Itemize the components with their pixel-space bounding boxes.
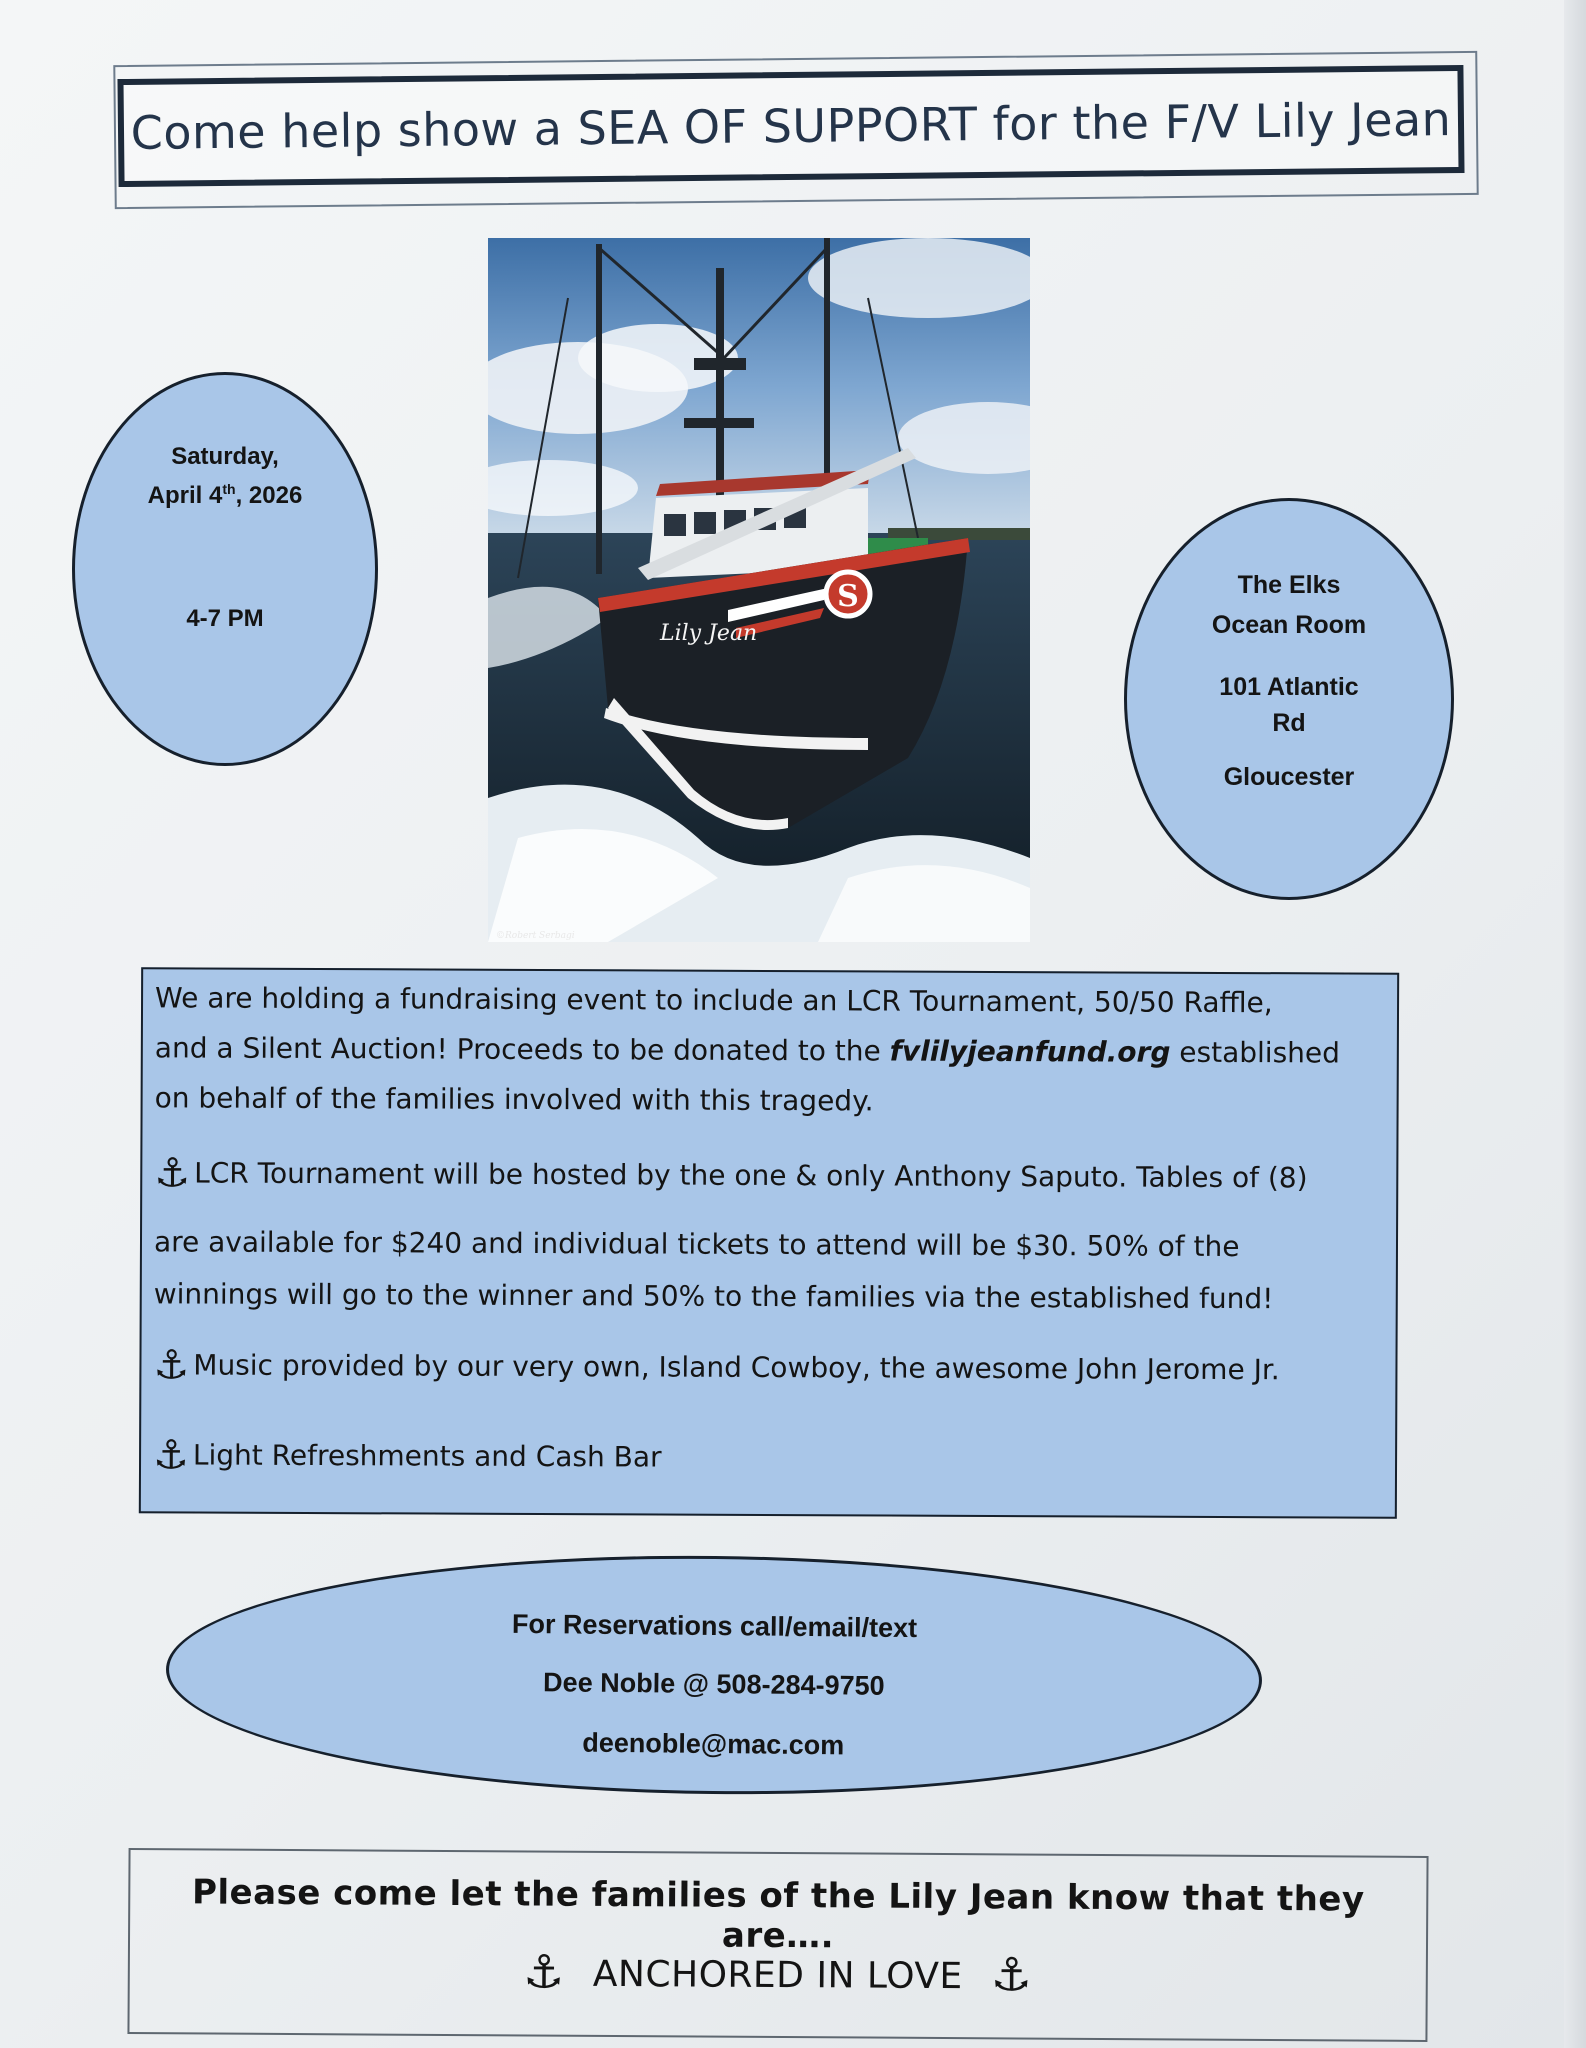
intro-line-2: and a Silent Auction! Proceeds to be donated to the fvlilyjeanfund.org established (154, 1031, 1341, 1070)
hull-boat-name: Lily Jean (660, 621, 758, 646)
lcr-line-1: ⚓ LCR Tournament will be hosted by the one & only Anthony Saputo. Tables of (8) (154, 1150, 1308, 1197)
boat-illustration (488, 238, 1030, 942)
closing-message-box (127, 1848, 1428, 2042)
reservations-phone: Dee Noble @ 508-284-9750 (542, 1667, 885, 1701)
fund-website: fvlilyjeanfund.org (889, 1034, 1171, 1069)
closing-line-2: ⚓ ANCHORED IN LOVE ⚓ (522, 1944, 1033, 2002)
anchor-icon: ⚓ (152, 1432, 190, 1479)
event-time: 4-7 PM (186, 605, 264, 632)
refreshments-line: ⚓ Light Refreshments and Cash Bar (152, 1432, 662, 1479)
lcr-line-2: are available for $240 and individual tickets to attend will be $30. 50% of the (153, 1225, 1240, 1264)
anchor-icon: ⚓ (990, 1947, 1033, 2002)
photo-credit: ©Robert Serbagi (496, 931, 575, 941)
date-bubble (72, 372, 378, 766)
reservations-email: deenoble@mac.com (582, 1727, 845, 1761)
page-title: Come help show a SEA OF SUPPORT for the F/V Lily Jean (130, 92, 1452, 160)
reservations-heading: For Reservations call/email/text (511, 1608, 918, 1644)
anchor-icon: ⚓ (522, 1944, 566, 1999)
venue-name-line2: Ocean Room (1211, 611, 1367, 639)
title-banner (117, 65, 1464, 187)
page-edge-shadow (1564, 0, 1586, 2048)
intro-line-3: on behalf of the families involved with this tragedy. (154, 1081, 874, 1118)
venue-bubble (1124, 498, 1454, 900)
venue-city: Gloucester (1223, 763, 1355, 791)
venue-name-line1: The Elks (1237, 571, 1341, 599)
venue-street-line1: 101 Atlantic (1219, 673, 1359, 701)
hull-emblem-letter: S (837, 579, 859, 614)
anchor-icon: ⚓ (153, 1342, 190, 1389)
event-day: Saturday, (171, 443, 279, 470)
event-details-box (139, 967, 1399, 1518)
boat-photo (488, 238, 1030, 942)
closing-line-1: Please come let the families of the Lily Jean know that they are…. (191, 1872, 1365, 1957)
lcr-line-3: winnings will go to the winner and 50% to the families via the established fund! (153, 1277, 1274, 1316)
venue-street-line2: Rd (1272, 709, 1306, 737)
anchor-icon: ⚓ (154, 1150, 191, 1197)
intro-line-1: We are holding a fundraising event to include an LCR Tournament, 50/50 Raffle, (154, 981, 1273, 1020)
event-date: April 4th, 2026 (147, 481, 303, 509)
music-line: ⚓ Music provided by our very own, Island Cowboy, the awesome John Jerome Jr. (153, 1342, 1280, 1389)
